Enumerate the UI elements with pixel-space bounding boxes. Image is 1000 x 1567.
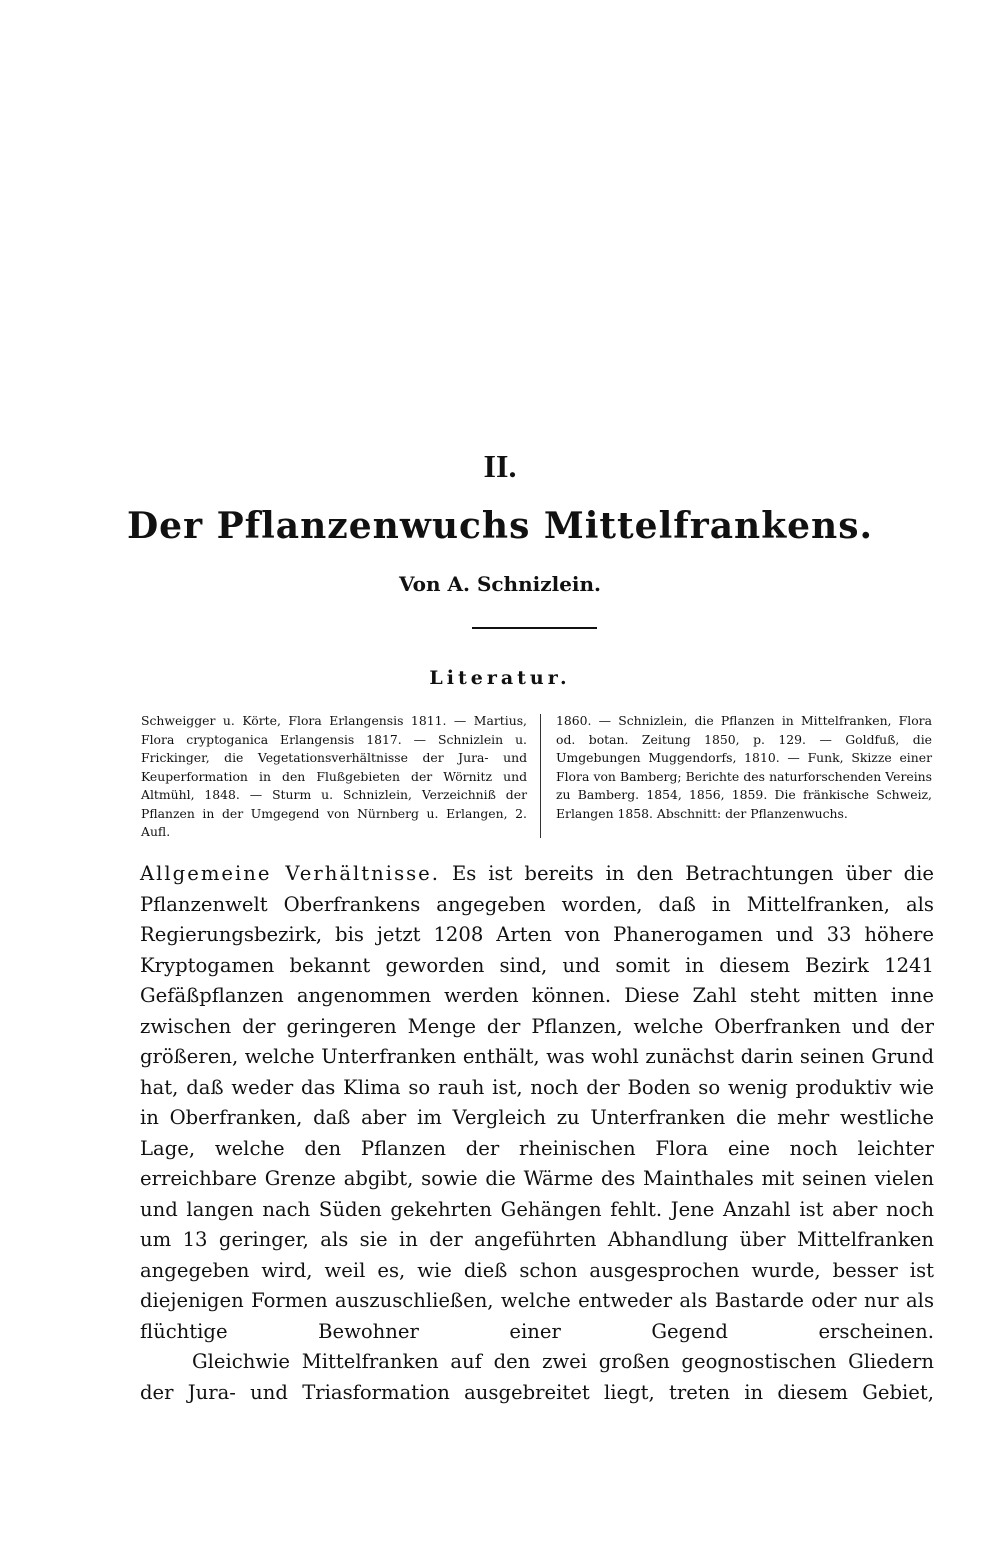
chapter-author: Von A. Schnizlein.	[398, 572, 602, 596]
title-divider-rule	[472, 627, 597, 629]
literature-heading: Literatur.	[429, 667, 571, 689]
paragraph-1-text: Es ist bereits in den Betrachtungen über die Pflanzenwelt Oberfrankens angegeben worden, daß in Mittelfranken, als Regierungsbezirk, bis jetzt 1208 Arten von Phanerogamen und 33 höhere Kryptogamen bekannt geworden sind, und somit in diesem Bezirk 1241 Gefäßpflanzen angenommen werden können. Diese Zahl steht mitten inne zwischen der geringeren Menge der Pflanzen, welche Oberfranken und der größeren, welche Unterfranken enthält, was wohl zunächst darin seinen Grund hat, daß weder das Klima so rauh ist, noch der Boden so wenig produktiv wie in Oberfranken, daß aber im Vergleich zu Unterfranken die mehr westliche Lage, welche den Pflanzen der rheinischen Flora eine noch leichter erreichbare Grenze abgibt, sowie die Wärme des Mainthales mit seinen vielen und langen nach Süden gekehrten Gehängen fehlt. Jene Anzahl ist aber noch um 13 geringer, als sie in der angeführten Abhandlung über Mittelfranken angegeben wird, weil es, wie dieß schon ausgesprochen wurde, besser ist diejenigen Formen auszuschließen, welche entweder als Bastarde oder nur als flüchtige Bewohner einer Gegend erscheinen.	[140, 862, 935, 1343]
body-paragraph-2: Gleichwie Mittelfranken auf den zwei großen geognostischen Gliedern der Jura- und Triasformation ausgebreitet liegt, treten in diesem Gebiet,	[140, 1350, 934, 1404]
section-lead: Allgemeine Verhältnisse.	[140, 862, 441, 885]
literature-column-divider	[540, 714, 541, 838]
chapter-title: Der Pflanzenwuchs Mittelfrankens.	[126, 505, 874, 547]
literature-right-text: 1860. — Schnizlein, die Pflanzen in Mittelfranken, Flora od. botan. Zeitung 1850, p. 129. — Goldfuß, die Umgebungen Muggendorfs, 1810. — Funk, Skizze einer Flora von Bamberg; Berichte des naturforschenden Vereins zu Bamberg. 1854, 1856, 1859. Die fränkische Schweiz, Erlangen 1858. Abschnitt: der Pflanzenwuchs.	[556, 713, 932, 821]
body-text	[140, 859, 934, 1408]
literature-right-column	[556, 712, 932, 823]
body-paragraph-1	[140, 859, 934, 1347]
chapter-number: II.	[483, 448, 517, 484]
literature-left-text: Schweigger u. Körte, Flora Erlangensis 1811. — Martius, Flora cryptoganica Erlangensis 1817. — Schnizlein u. Frickinger, die Vegetationsverhältnisse der Jura- und Keuperformation in den Flußgebieten der Wörnitz und Altmühl, 1848. — Sturm u. Schnizlein, Verzeichniß der Pflanzen in der Umgegend von Nürnberg u. Erlangen, 2. Aufl.	[141, 713, 527, 839]
literature-left-column	[141, 712, 527, 842]
